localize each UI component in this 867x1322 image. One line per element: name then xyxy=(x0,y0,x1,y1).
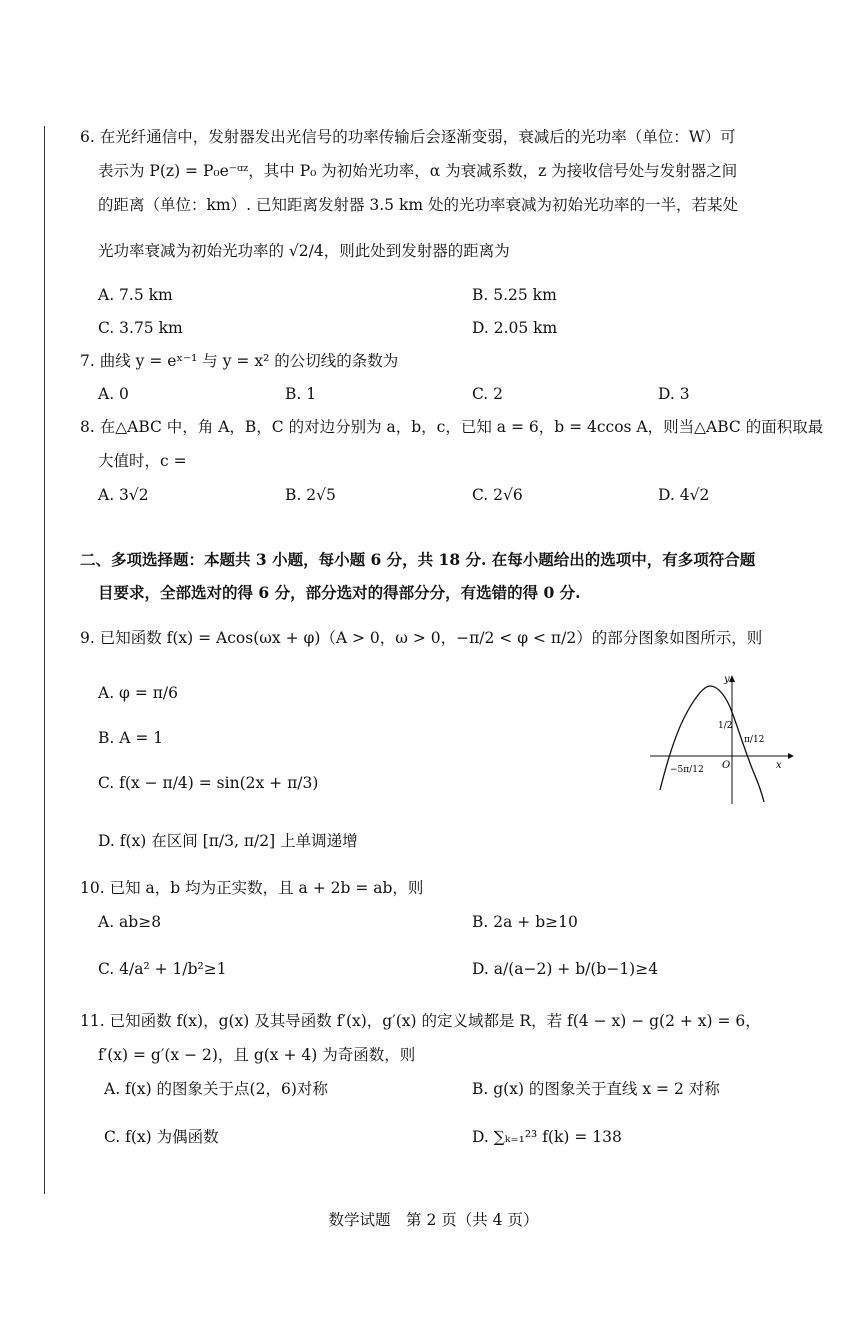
section-2-line-1: 二、多项选择题：本题共 3 小题，每小题 6 分，共 18 分. 在每小题给出的选项中，有多项符合题 xyxy=(80,550,756,569)
q9-option-d: D. f(x) 在区间 [π/3, π/2] 上单调递增 xyxy=(98,832,358,850)
y-intercept-label: 1/2 xyxy=(718,721,733,731)
q9-option-b: B. A = 1 xyxy=(98,729,164,747)
q8-option-a: A. 3√2 xyxy=(98,486,149,504)
origin-label: O xyxy=(722,760,731,771)
q10-option-b: B. 2a + b≥10 xyxy=(472,913,578,931)
page-footer: 数学试题 第 2 页（共 4 页） xyxy=(328,1211,539,1229)
q6-line-4: 光功率衰减为初始光功率的 √2/4，则此处到发射器的距离为 xyxy=(98,242,510,260)
q8-line-1: 8. 在△ABC 中，角 A，B，C 的对边分别为 a，b，c，已知 a = 6，b = 4ccos A，则当△ABC 的面积取最 xyxy=(80,418,824,436)
q11-option-d: D. ∑ₖ₌₁²³ f(k) = 138 xyxy=(472,1128,622,1146)
q6-line-3: 的距离（单位：km）. 已知距离发射器 3.5 km 处的光功率衰减为初始光功率的一半，若某处 xyxy=(98,196,738,214)
q8-option-d: D. 4√2 xyxy=(658,486,710,504)
q6-option-c: C. 3.75 km xyxy=(98,319,183,337)
q8-line-2: 大值时，c = xyxy=(98,452,187,470)
x-left-label: −5π/12 xyxy=(670,765,704,775)
q10-option-a: A. ab≥8 xyxy=(98,913,162,931)
q6-option-d: D. 2.05 km xyxy=(472,319,558,337)
q11-line-2: f′(x) = g′(x − 2)，且 g(x + 4) 为奇函数，则 xyxy=(98,1046,416,1064)
q6-line-2: 表示为 P(z) = P₀e⁻ᵅᶻ，其中 P₀ 为初始光功率，α 为衰减系数，z 为接收信号处与发射器之间 xyxy=(98,162,738,180)
q7-option-d: D. 3 xyxy=(658,385,690,403)
q7-stem: 7. 曲线 y = eˣ⁻¹ 与 y = x² 的公切线的条数为 xyxy=(80,352,399,370)
x-right-label: π/12 xyxy=(744,735,765,745)
section-2-line-2: 目要求，全部选对的得 6 分，部分选对的得部分分，有选错的得 0 分. xyxy=(98,583,581,602)
q11-option-b: B. g(x) 的图象关于直线 x = 2 对称 xyxy=(472,1080,720,1098)
q7-option-c: C. 2 xyxy=(472,385,504,403)
q9-stem: 9. 已知函数 f(x) = Acos(ωx + φ)（A > 0，ω > 0，−π/2 < φ < π/2）的部分图象如图所示，则 xyxy=(80,629,763,647)
q11-option-c: C. f(x) 为偶函数 xyxy=(104,1128,219,1146)
q8-option-b: B. 2√5 xyxy=(285,486,336,504)
x-axis-arrow-icon xyxy=(788,753,794,759)
q10-stem: 10. 已知 a，b 均为正实数，且 a + 2b = ab，则 xyxy=(80,879,424,897)
q11-option-a: A. f(x) 的图象关于点(2，6)对称 xyxy=(104,1080,328,1098)
left-margin-rule xyxy=(44,126,45,1194)
y-axis-label: y xyxy=(724,674,730,685)
q6-option-a: A. 7.5 km xyxy=(98,286,173,304)
q9-function-graph xyxy=(648,670,798,810)
q7-option-b: B. 1 xyxy=(285,385,317,403)
y-axis-arrow-icon xyxy=(729,675,735,682)
q10-option-d: D. a/(a−2) + b/(b−1)≥4 xyxy=(472,960,659,978)
q9-option-c: C. f(x − π/4) = sin(2x + π/3) xyxy=(98,774,319,792)
q9-option-a: A. φ = π/6 xyxy=(98,684,179,702)
q6-line-1: 6. 在光纤通信中，发射器发出光信号的功率传输后会逐渐变弱，衰减后的光功率（单位：W）可 xyxy=(80,128,736,146)
q10-option-c: C. 4/a² + 1/b²≥1 xyxy=(98,960,227,978)
q8-option-c: C. 2√6 xyxy=(472,486,523,504)
q6-option-b: B. 5.25 km xyxy=(472,286,557,304)
x-axis-label: x xyxy=(776,760,782,771)
q7-option-a: A. 0 xyxy=(98,385,129,403)
q11-line-1: 11. 已知函数 f(x)，g(x) 及其导函数 f′(x)，g′(x) 的定义域都是 R，若 f(4 − x) − g(2 + x) = 6， xyxy=(80,1012,761,1030)
